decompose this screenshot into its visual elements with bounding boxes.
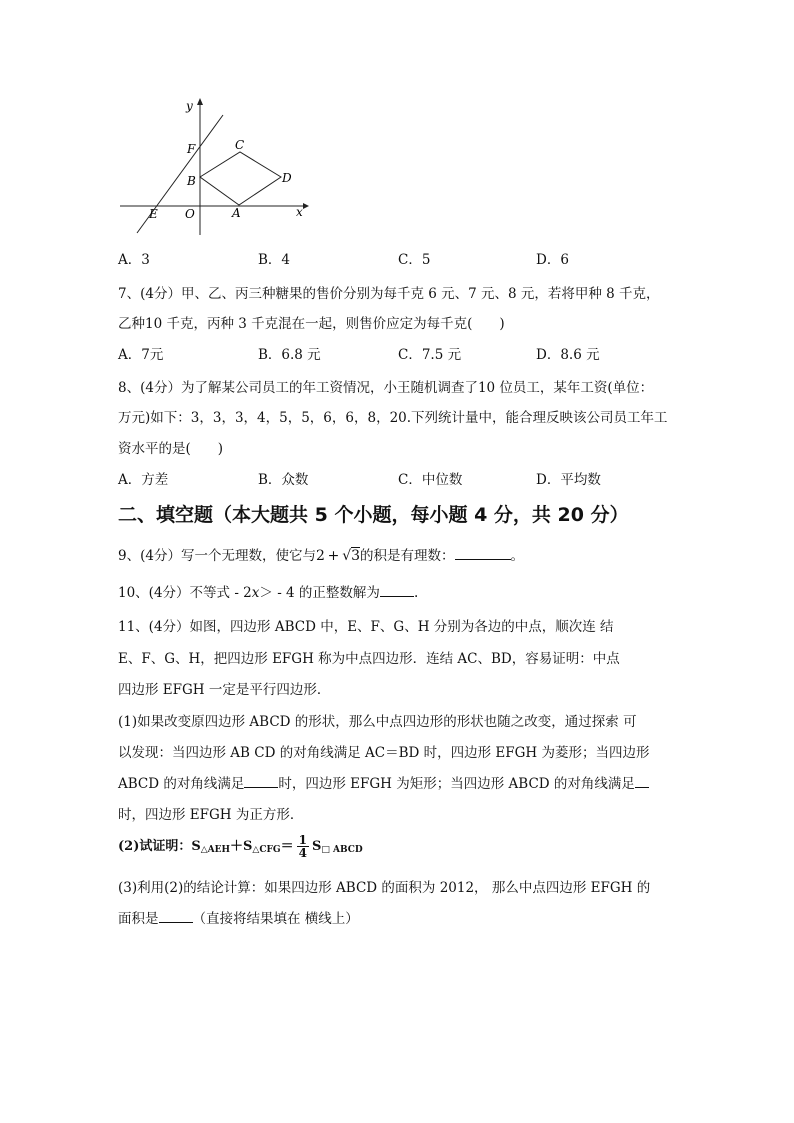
rhombus-abcd bbox=[200, 152, 281, 205]
q11-line10: 面积是 （直接将结果填在 横线上） bbox=[118, 911, 359, 927]
label-y: y bbox=[186, 99, 193, 113]
label-x: x bbox=[296, 205, 303, 219]
q7-line1: 7、(4分）甲、乙、丙三种糖果的售价分别为每千克 6 元、7 元、8 元，若将甲种 8 千克， bbox=[118, 286, 660, 302]
q7-line2: 乙种10 千克，丙种 3 千克混在一起，则售价应定为每千克( ) bbox=[118, 316, 505, 332]
label-e: E bbox=[149, 207, 158, 221]
q6-option-c: C．5 bbox=[398, 252, 431, 268]
q6-option-b: B．4 bbox=[258, 252, 291, 268]
label-b: B bbox=[187, 174, 196, 188]
x-axis-arrow bbox=[303, 203, 309, 209]
q11-line8: (2)试证明：$S_{\triangle AEH}+S_{\triangle CFG}=$ $\frac{1}{4}$ $S_{□ ABCD}$ bbox=[118, 833, 363, 860]
q8-option-a: A．方差 bbox=[118, 472, 169, 488]
coordinate-figure bbox=[115, 95, 315, 240]
q7-option-d: D．8.6 元 bbox=[536, 347, 600, 363]
q7-option-a: A．7元 bbox=[118, 347, 164, 363]
q6-option-a: A．3 bbox=[118, 252, 150, 268]
q11-blank-rectangle bbox=[244, 775, 278, 788]
q11-line5: 以发现：当四边形 AB CD 的对角线满足 AC＝BD 时，四边形 EFGH 为菱形；当四边形 bbox=[118, 745, 650, 761]
section-heading: 二、填空题（本大题共 5 个小题，每小题 4 分，共 20 分） bbox=[118, 504, 629, 526]
sqrt-icon: √ bbox=[342, 548, 352, 564]
q9-pre: 9、(4分）写一个无理数，使它与 bbox=[118, 548, 316, 564]
q11-blank-area bbox=[159, 910, 193, 923]
q11-line1: 11、(4分）如图，四边形 ABCD 中，E、F、G、H 分别为各边的中点，顺次连 结 bbox=[118, 619, 614, 635]
q8-line3: 资水平的是( ) bbox=[118, 441, 224, 457]
q11-line9: (3)利用(2)的结论计算：如果四边形 ABCD 的面积为 2012， 那么中点四边形 EFGH 的 bbox=[118, 880, 651, 896]
label-f: F bbox=[187, 142, 196, 156]
q6-option-d: D．6 bbox=[536, 252, 569, 268]
q11-line4: (1)如果改变原四边形 ABCD 的形状，那么中点四边形的形状也随之改变，通过探索 可 bbox=[118, 714, 637, 730]
q8-option-d: D．平均数 bbox=[536, 472, 601, 488]
q9-blank bbox=[455, 547, 511, 560]
fraction-one-quarter: $\frac{1}{4}$ bbox=[298, 833, 307, 860]
q8-option-c: C．中位数 bbox=[398, 472, 463, 488]
q9-math: 2 + √3 bbox=[315, 548, 361, 564]
label-d: D bbox=[282, 171, 292, 185]
q11-line7: 时，四边形 EFGH 为正方形． bbox=[118, 807, 304, 823]
y-axis-arrow bbox=[197, 98, 203, 105]
label-o: O bbox=[185, 207, 195, 221]
q11-blank-square bbox=[635, 775, 649, 788]
q7-option-b: B．6.8 元 bbox=[258, 347, 321, 363]
q11-line3: 四边形 EFGH 一定是平行四边形． bbox=[118, 682, 331, 698]
q8-line2: 万元)如下：3，3，3，4，5，5，6，6，8，20.下列统计量中，能合理反映该公司员工年工 bbox=[118, 410, 668, 426]
label-c: C bbox=[235, 138, 245, 152]
q10: 10、(4分）不等式 - 2x＞ - 4 的正整数解为 . bbox=[118, 585, 419, 601]
q8-line1: 8、(4分）为了解某公司员工的年工资情况，小王随机调查了10 位员工，某年工资(单位： bbox=[118, 380, 654, 396]
q9-post: 的积是有理数： bbox=[360, 548, 455, 564]
q9: 9、(4分）写一个无理数，使它与2 + √3的积是有理数： 。 bbox=[118, 548, 525, 564]
q11-line2: E、F、G、H，把四边形 EFGH 称为中点四边形．连结 AC、BD，容易证明：中点 bbox=[118, 651, 620, 667]
q7-option-c: C．7.5 元 bbox=[398, 347, 462, 363]
q10-blank bbox=[380, 584, 414, 597]
q8-option-b: B．众数 bbox=[258, 472, 309, 488]
label-a: A bbox=[232, 206, 241, 220]
q11-line6: ABCD 的对角线满足 时，四边形 EFGH 为矩形；当四边形 ABCD 的对角线满足 bbox=[118, 772, 649, 792]
